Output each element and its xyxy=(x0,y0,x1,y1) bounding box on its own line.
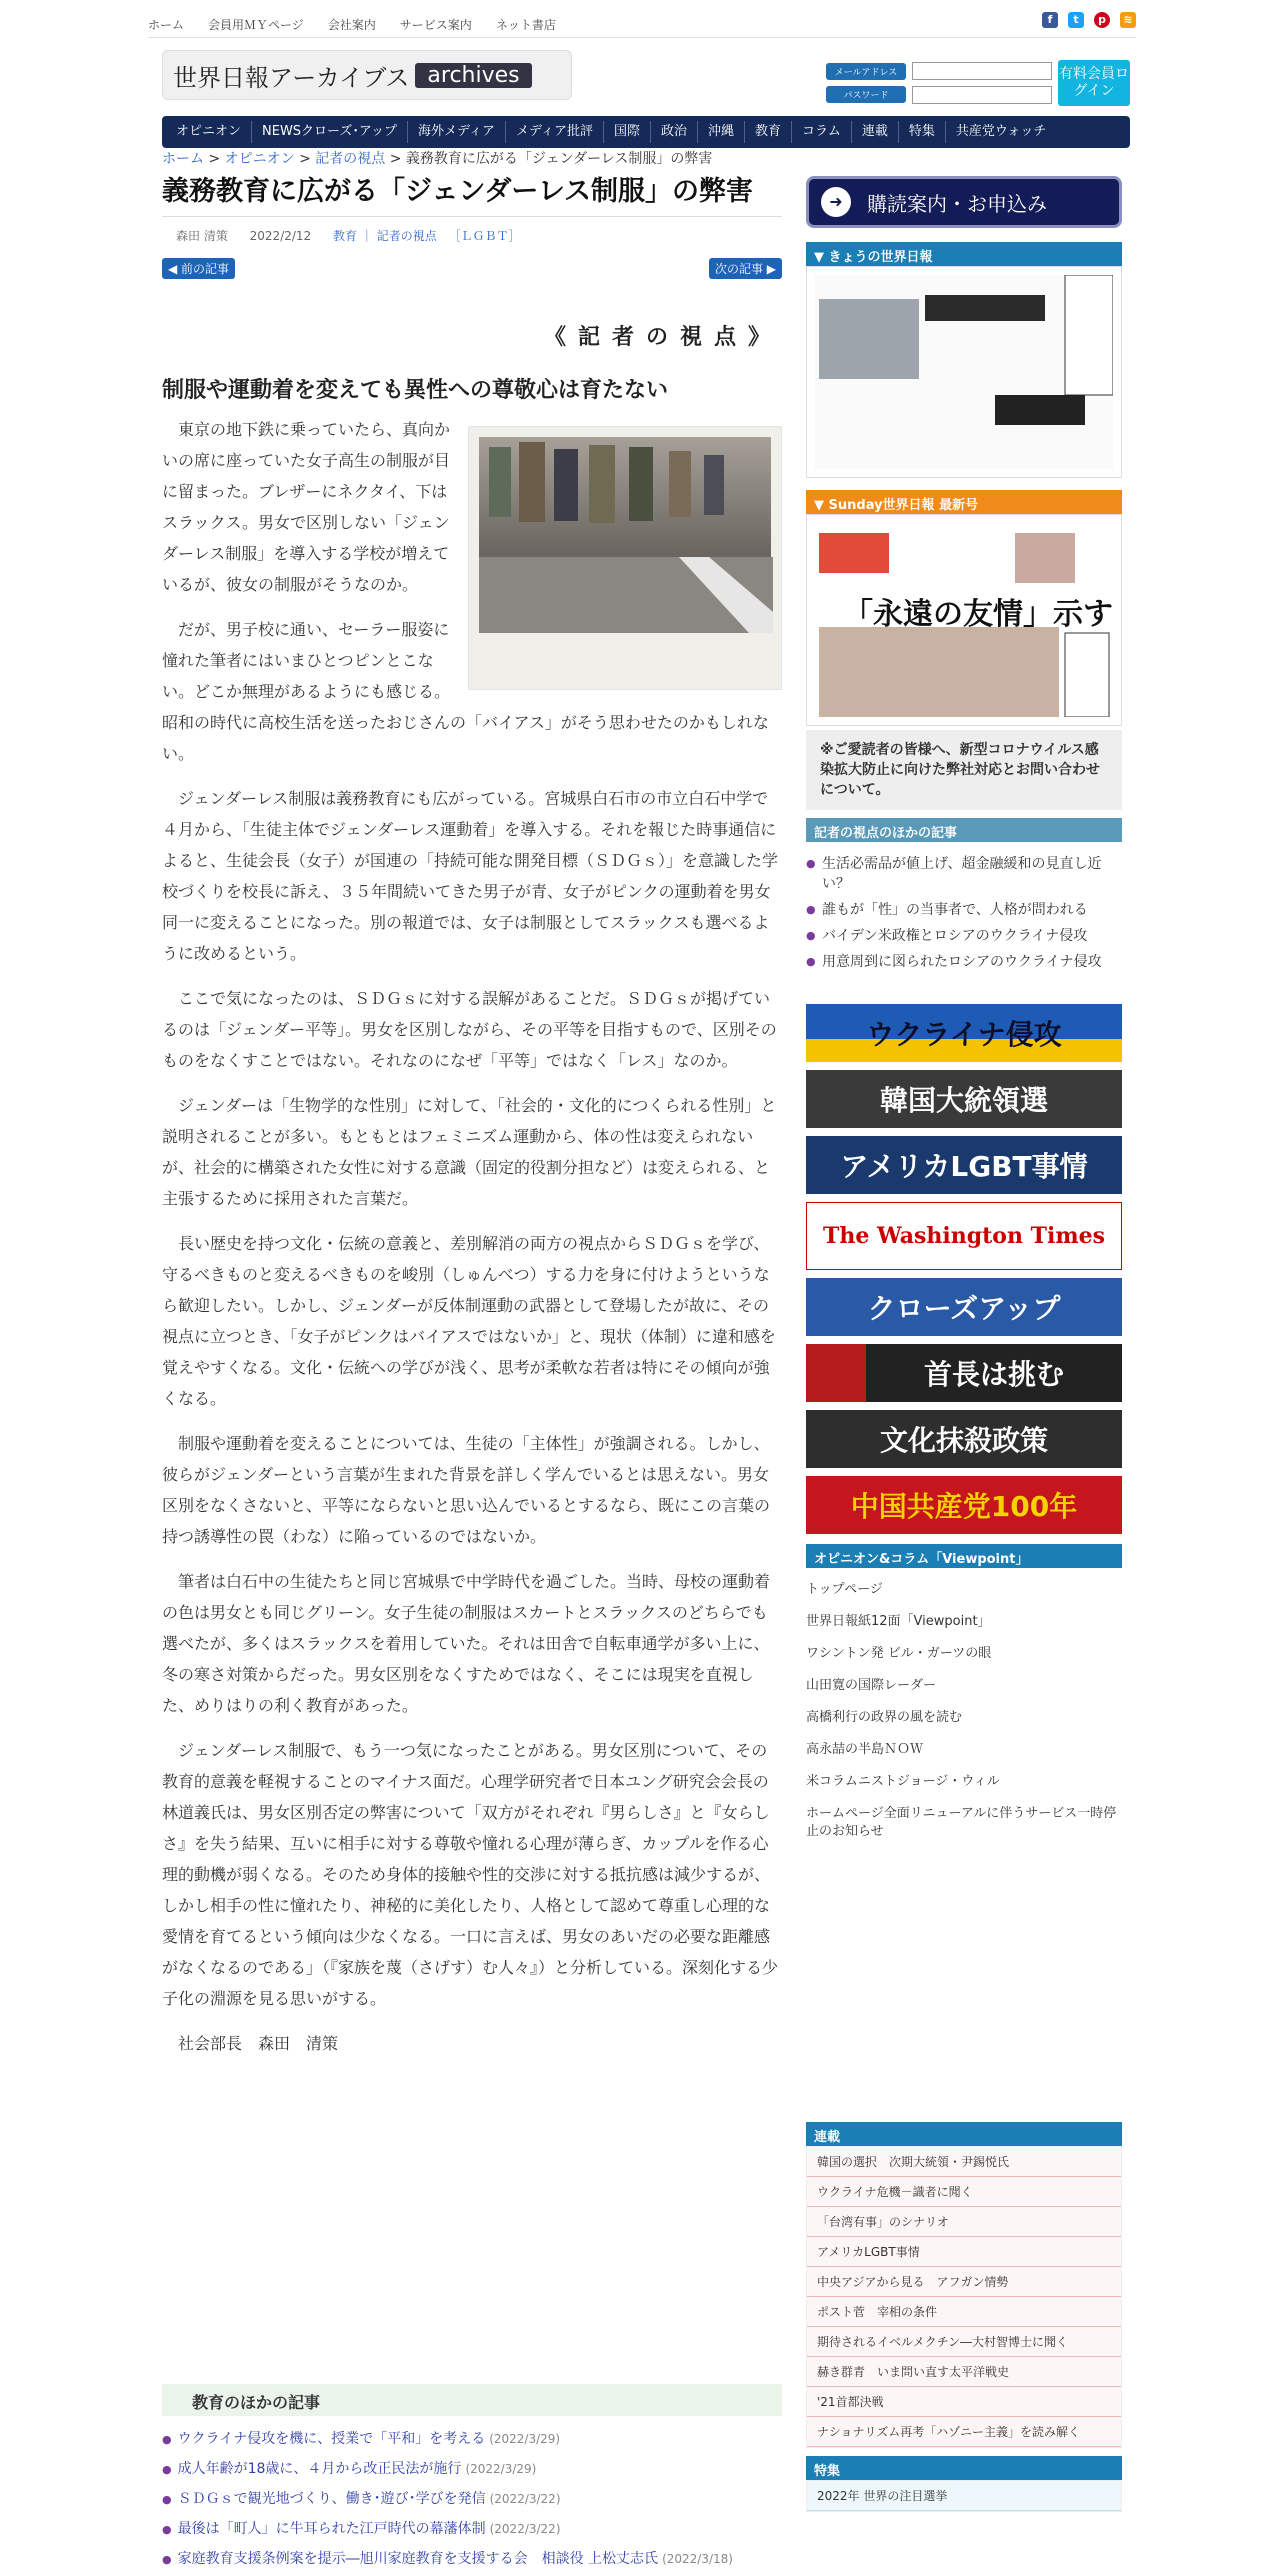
social-links xyxy=(1042,12,1136,28)
list-item[interactable]: 期待されるイベルメクチン―大村智博士に聞く xyxy=(807,2327,1121,2357)
list-item[interactable]: 赫き群青 いま問い直す太平洋戦史 xyxy=(807,2357,1121,2387)
list-item[interactable]: ● 用意周到に図られたロシアのウクライナ侵攻 xyxy=(806,950,1122,976)
other-articles-list xyxy=(162,2428,782,2568)
covid-notice[interactable]: ※ご愛読者の皆様へ、新型コロナウイルス感染拡大防止に向けた弊社対応とお問い合わせについて。 xyxy=(806,730,1122,810)
paragraph: 東京の地下鉄に乗っていたら、真向かいの席に座っていた女子高生の制服が目に留まった。ブレザーにネクタイ、下はスラックス。男女で区別しない「ジェンダーレス制服」を導入する学校が増えているが、彼女の制服がそうなのか。 xyxy=(162,420,451,594)
paragraph: 制服や運動着を変えることについては、生徒の「主体性」が強調される。しかし、彼らがジェンダーという言葉が生まれた背景を詳しく学んでいるとは思えない。男女区別をなくさないと、平等にならないと思い込んでいるとするなら、既にこの言葉の持つ誘導性の罠（わな）に陥っているのではないか。 xyxy=(162,1434,771,1546)
crumb-kisha[interactable]: 記者の視点 xyxy=(315,151,386,167)
item-title[interactable]: 成人年齢が18歳に、４月から改正民法が施行 xyxy=(177,2461,462,2477)
breadcrumb xyxy=(162,148,712,168)
nav-item-closeup[interactable]: NEWSクローズ･アップ xyxy=(252,121,408,143)
nav-item-politics[interactable]: 政治 xyxy=(651,121,698,143)
login-button[interactable]: 有料会員ログイン xyxy=(1058,60,1130,106)
tag-lgbt[interactable]: ［ＬＧＢＴ］ xyxy=(448,229,521,243)
mail-label: メールアドレス xyxy=(826,63,906,80)
article-pager xyxy=(162,258,782,284)
paragraph: ジェンダーは「生物学的な性別」に対して、「社会的・文化的につくられる性別」と説明されることが多い。もともとはフェミニズム運動から、体の性は変えられないが、社会的に構築された女性に対する意識（固定的役割分担など）は変えられる、と主張するために採用された言葉だ。 xyxy=(162,1096,777,1208)
list-item[interactable]: ● 生活必需品が値上げ、超金融緩和の見直し近い？ xyxy=(806,852,1122,898)
item-date: (2022/3/18) xyxy=(662,2552,733,2566)
rss-icon[interactable]: ≋ xyxy=(1120,12,1136,28)
article-meta xyxy=(162,227,782,244)
nav-item-media[interactable]: メディア批評 xyxy=(506,121,604,143)
site-logo[interactable] xyxy=(162,50,572,100)
list-item[interactable]: 山田寛の国際レーダー xyxy=(806,1678,937,1693)
newspaper-thumbnail xyxy=(815,275,1113,469)
students-photo xyxy=(479,437,771,633)
nav-item-overseas[interactable]: 海外メディア xyxy=(408,121,506,143)
opinion-list xyxy=(806,1574,1122,1848)
top-links xyxy=(148,16,556,33)
list-item[interactable] xyxy=(162,2428,782,2458)
paragraph: 長い歴史を持つ文化・伝統の意義と、差別解消の両方の視点からＳＤＧｓを学び、守るべきものと変えるべきものを峻別（しゅんべつ）する力を身に付けようというなら歓迎したい。しかし、ジェンダーが反体制運動の武器として登場したが故に、その視点に立つとき、「女子がピンクはバイアスではないか」と、現状（体制）に違和感を覚えやすくなる。文化・伝統への学びが浅く、思考が柔軟な若者は特にその傾向が強くなる。 xyxy=(162,1234,776,1408)
subscribe-label: 購読案内・お申込み xyxy=(867,191,1047,216)
list-item[interactable]: ホームページ全面リニューアルに伴うサービス一時停止のお知らせ xyxy=(806,1806,1117,1839)
top-bar xyxy=(148,8,1136,38)
today-paper-image[interactable] xyxy=(806,266,1122,478)
list-item[interactable]: ● バイデン米政権とロシアのウクライナ侵攻 xyxy=(806,924,1122,950)
list-item[interactable]: 中央アジアから見る アフガン情勢 xyxy=(807,2267,1121,2297)
crumb-sep: > xyxy=(204,151,225,167)
paragraph: ジェンダーレス制服は義務教育にも広がっている。宮城県白石市の市立白石中学で４月から、「生徒主体でジェンダーレス運動着」を導入する。それを報じた時事通信によると、生徒会長（女子）が国連の「持続可能な開発目標（ＳＤＧｓ）」を意識した学校づくりを校長に訴え、３５年間続いてきた男子が青、女子がピンクの運動着を男女同一に変えることになった。別の報道では、女子は制服としてスラックスも選べるように改めるという。 xyxy=(162,789,779,963)
password-label: パスワード xyxy=(826,86,906,103)
paragraph: 筆者は白石中の生徒たちと同じ宮城県で中学時代を過ごした。当時、母校の運動着の色は男女とも同じグリーン。女子生徒の制服はスカートとスラックスのどちらでも選べたが、多くはスラックスを着用していた。それは田舎で自転車通学が多い上に、冬の寒さ対策からだった。男女区別をなくすためではなく、そこには現実を直視した、めりはりの利く教育があった。 xyxy=(162,1572,771,1715)
cat-sep: ｜ xyxy=(360,229,373,243)
series-heading: 連載 xyxy=(806,2122,1122,2146)
login-form xyxy=(826,60,1130,106)
crumb-sep: > xyxy=(294,151,316,167)
banner-mongol[interactable]: 文化抹殺政策 xyxy=(806,1410,1122,1468)
password-input[interactable] xyxy=(912,86,1052,104)
category-kisha[interactable]: 記者の視点 xyxy=(376,229,437,243)
feature-heading: 特集 xyxy=(806,2456,1122,2480)
article-subtitle: 制服や運動着を変えても異性への尊敬心は育たない xyxy=(162,378,669,403)
kisha-heading: 記者の視点のほかの記事 xyxy=(806,818,1122,842)
banner-korea-election[interactable]: 韓国大統領選 xyxy=(806,1070,1122,1128)
opinion-heading: オピニオン&コラム「Viewpoint」 xyxy=(806,1544,1122,1568)
main-nav xyxy=(162,116,1130,148)
date: 2022/2/12 xyxy=(249,229,312,243)
banner-closeup[interactable]: クローズアップ xyxy=(806,1278,1122,1336)
subscribe-button[interactable] xyxy=(806,176,1122,228)
article-title: 義務教育に広がる「ジェンダーレス制服」の弊害 xyxy=(162,174,782,217)
kisha-list xyxy=(806,852,1122,976)
paragraph: ここで気になったのは、ＳＤＧｓに対する誤解があることだ。ＳＤＧｓが掲げているのは「ジェンダー平等」。男女を区別しながら、その平等を目指すもので、区別そのものをなくすことではない。それなのになぜ「平等」ではなく「レス」なのか。 xyxy=(162,989,777,1070)
facebook-icon[interactable]: f xyxy=(1042,12,1058,28)
top-link-service[interactable]: サービス案内 xyxy=(399,18,472,32)
nav-item-international[interactable]: 国際 xyxy=(604,121,651,143)
item-title[interactable]: 最後は「町人」に牛耳られた江戸時代の幕藩体制 xyxy=(177,2521,486,2537)
item-title[interactable]: ＳＤＧｓで観光地づくり、働き･遊び･学びを発信 xyxy=(177,2491,486,2507)
paragraph: だが、男子校に通い、セーラー服姿に憧れた筆者にはいまひとつピンとこない。どこか無理があるようにも感じる。昭和の時代に高校生活を送ったおじさんの「バイアス」がそう思わせたのかもしれない。 xyxy=(162,620,769,763)
article-body xyxy=(162,414,782,2059)
crumb-sep: > xyxy=(385,151,406,167)
nav-item-education[interactable]: 教育 xyxy=(745,121,792,143)
item-date: (2022/3/29) xyxy=(489,2432,561,2446)
nav-item-feature[interactable]: 特集 xyxy=(899,121,946,143)
header xyxy=(162,50,1130,110)
article xyxy=(162,174,782,2059)
banner-ukraine[interactable]: ウクライナ侵攻 xyxy=(806,1004,1122,1062)
sunday-headline: 「永遠の友情」示す xyxy=(843,597,1113,632)
list-item[interactable] xyxy=(162,2518,782,2548)
sunday-heading: ▼ Sunday世界日報 最新号 xyxy=(806,490,1122,514)
other-articles-heading: 教育のほかの記事 xyxy=(162,2384,782,2416)
list-item[interactable]: ● 誰もが「性」の当事者で、人格が問われる xyxy=(806,898,1122,924)
list-item[interactable]: ワシントン発 ビル・ガーツの眼 xyxy=(806,1646,992,1661)
top-link-home[interactable]: ホーム xyxy=(148,18,185,32)
item-date: (2022/3/22) xyxy=(489,2492,561,2506)
today-heading: ▼ きょうの世界日報 xyxy=(806,242,1122,266)
nav-item-okinawa[interactable]: 沖縄 xyxy=(698,121,745,143)
list-item[interactable]: 韓国の選択 次期大統領・尹錫悦氏 xyxy=(807,2147,1121,2177)
paragraph: ジェンダーレス制服で、もう一つ気になったことがある。男女区別について、その教育的意義を軽視することのマイナス面だ。心理学研究者で日本ユング研究会会長の林道義氏は、男女区別否定の弊害について「双方がそれぞれ『男らしさ』と『女らしさ』を失う結果、互いに相手に対する尊敬や憧れる心理が薄らぎ、カップルを作る心理的動機が弱くなる。そのため身体的接触や性的交渉に対する抵抗感は減少するが、しかし相手の性に憧れたり、神秘的に美化したり、人格として認めて尊重し心理的な愛情を育てるという傾向は少なくなる。一口に言えば、男女のあいだの必要な距離感がなくなるのである」（『家族を蔑（さげす）む人々』）と分析している。深刻化する少子化の淵源を見る思いがする。 xyxy=(162,1741,779,2008)
series-list xyxy=(806,2146,1122,2448)
sidebar xyxy=(806,176,1122,2512)
twitter-icon[interactable]: t xyxy=(1068,12,1084,28)
sunday-paper-image[interactable] xyxy=(806,514,1122,726)
list-item[interactable]: トップページ xyxy=(806,1582,883,1597)
banners xyxy=(806,1004,1122,1534)
list-item[interactable] xyxy=(162,2548,782,2568)
list-item[interactable] xyxy=(162,2488,782,2518)
list-item[interactable] xyxy=(162,2458,782,2488)
category-education[interactable]: 教育 xyxy=(333,229,358,243)
item-date: (2022/3/22) xyxy=(489,2522,561,2536)
item-title[interactable]: ウクライナ侵攻を機に、授業で「平和」を考える xyxy=(177,2431,486,2447)
crumb-home[interactable]: ホーム xyxy=(162,151,204,167)
next-article-button[interactable]: 次の記事 ▶ xyxy=(709,258,782,279)
kicker: 《記者の視点》 xyxy=(543,325,782,350)
top-link-store[interactable]: ネット書店 xyxy=(495,18,556,32)
signature: 社会部長 森田 清策 xyxy=(178,2034,339,2053)
sunday-thumbnail xyxy=(815,523,1113,717)
author: 森田 清策 xyxy=(176,229,228,243)
nav-item-column[interactable]: コラム xyxy=(792,121,852,143)
list-item[interactable]: 米コラムニストジョージ・ウィル xyxy=(806,1774,1000,1789)
crumb-current: 義務教育に広がる「ジェンダーレス制服」の弊害 xyxy=(405,151,713,167)
list-item[interactable]: 「台湾有事」のシナリオ xyxy=(807,2207,1121,2237)
item-date: (2022/3/29) xyxy=(465,2462,537,2476)
article-photo xyxy=(468,426,782,690)
list-item[interactable]: ナショナリズム再考「ハゾニー主義」を読み解く xyxy=(807,2417,1121,2447)
banner-lgbt[interactable]: アメリカLGBT事情 xyxy=(806,1136,1122,1194)
login-inputs xyxy=(912,62,1052,104)
logo-text: 世界日報アーカイブス xyxy=(173,63,410,92)
email-input[interactable] xyxy=(912,62,1052,80)
top-link-company[interactable]: 会社案内 xyxy=(327,18,376,32)
nav-item-series[interactable]: 連載 xyxy=(852,121,899,143)
list-item[interactable]: ポスト菅 宰相の条件 xyxy=(807,2297,1121,2327)
crumb-opinion[interactable]: オピニオン xyxy=(224,151,295,167)
item-title[interactable]: 家庭教育支援条例案を提示―旭川家庭教育を支援する会 相談役 上松丈志氏 xyxy=(177,2551,659,2567)
list-item[interactable]: 高永喆の半島ＮＯＷ xyxy=(806,1742,924,1757)
nav-item-jcp[interactable]: 共産党ウォッチ xyxy=(955,124,1047,139)
nav-item-opinion[interactable]: オピニオン xyxy=(166,121,252,143)
top-link-mypage[interactable]: 会員用ＭＹページ xyxy=(208,18,304,32)
banner-ccp[interactable]: 中国共産党100年 xyxy=(806,1476,1122,1534)
arrow-right-icon: ➜ xyxy=(821,187,851,217)
list-item[interactable]: ウクライナ危機－識者に聞く xyxy=(807,2177,1121,2207)
logo-archives: archives xyxy=(415,63,531,88)
list-item[interactable]: 世界日報紙12面「Viewpoint」 xyxy=(806,1614,991,1629)
banner-mayors[interactable]: 首長は挑む xyxy=(806,1344,1122,1402)
feature-list xyxy=(806,2480,1122,2512)
prev-article-button[interactable]: ◀ 前の記事 xyxy=(162,258,235,279)
login-labels xyxy=(826,63,906,103)
list-item[interactable]: '21首都決戦 xyxy=(807,2387,1121,2417)
list-item[interactable]: 2022年 世界の注目選挙 xyxy=(807,2481,1121,2511)
list-item[interactable]: 高橋利行の政界の風を読む xyxy=(806,1710,963,1725)
list-item[interactable]: アメリカLGBT事情 xyxy=(807,2237,1121,2267)
banner-washington-times[interactable]: The Washington Times xyxy=(806,1202,1122,1270)
pinterest-icon[interactable]: p xyxy=(1094,12,1110,28)
